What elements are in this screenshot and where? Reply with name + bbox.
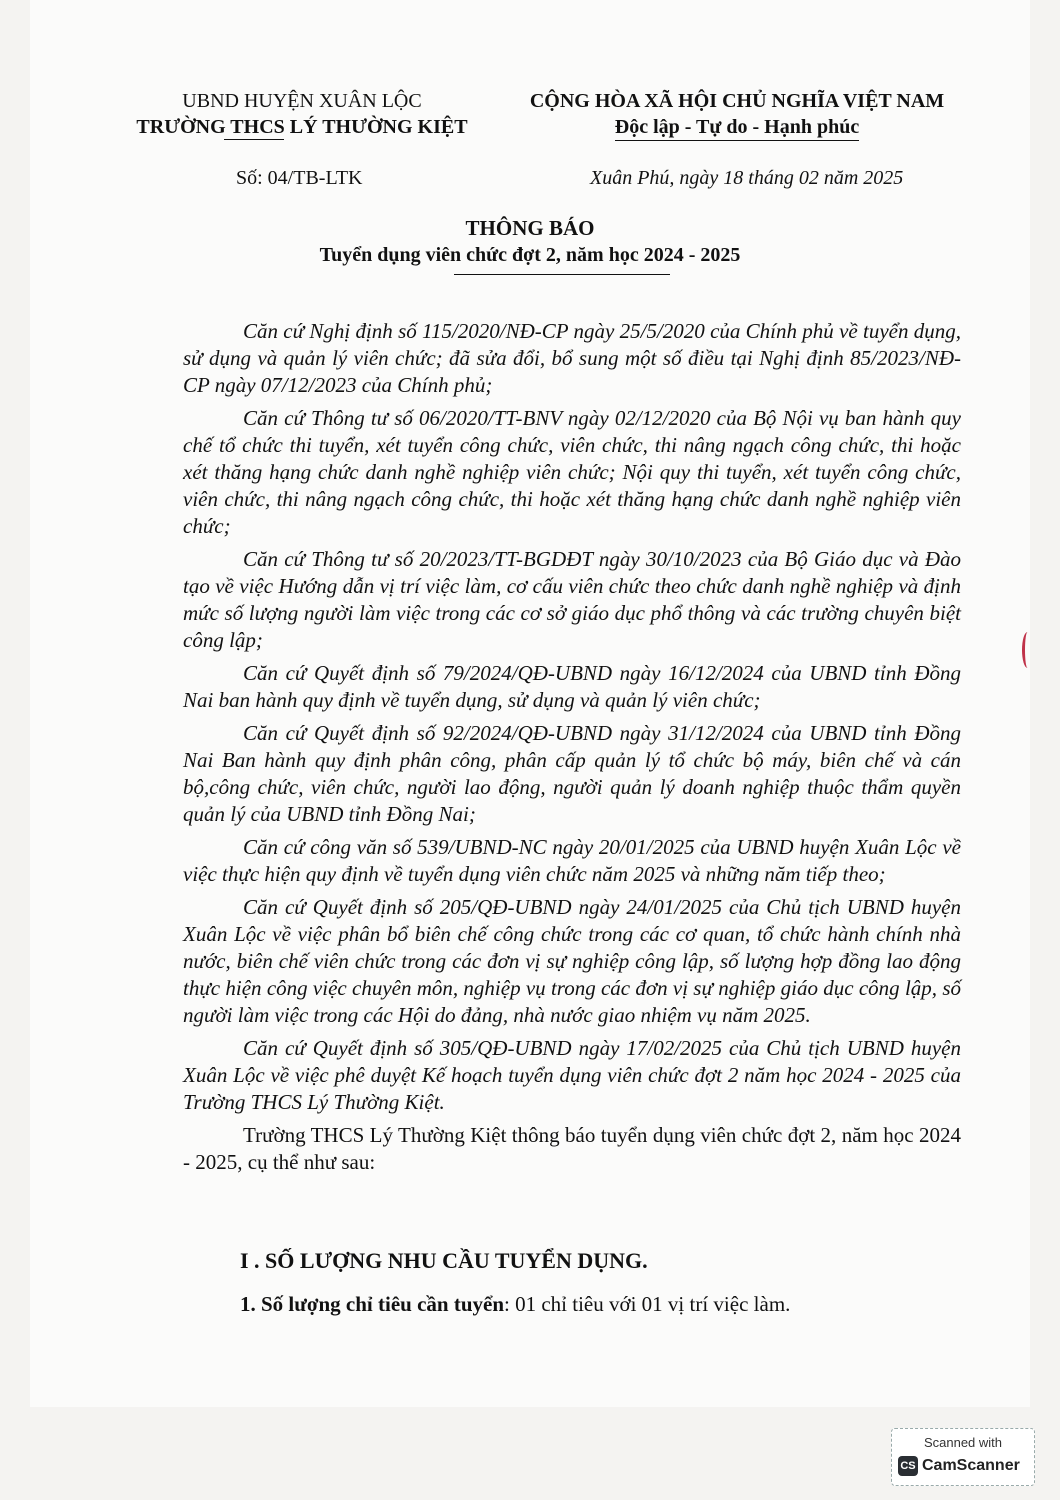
section-heading: I . SỐ LƯỢNG NHU CẦU TUYỂN DỤNG. [240,1248,648,1273]
item-number: 1. [240,1292,256,1316]
camscanner-watermark [891,1428,1035,1486]
nation-name: CỘNG HÒA XÃ HỘI CHỦ NGHĨA VIỆT NAM [529,90,945,112]
red-ink-mark [1022,632,1033,668]
legal-basis: Căn cứ Quyết định số 305/QĐ-UBND ngày 17/02/2025 của Chủ tịch UBND huyện Xuân Lộc về việc phê duyệt Kế hoạch tuyển dụng viên chức đợt 2 năm học 2024 - 2025 của Trường THCS Lý Thường Kiệt. [183,1036,961,1114]
authority-line1: UBND HUYỆN XUÂN LỘC [182,90,422,112]
motto: Độc lập - Tự do - Hạnh phúc [615,115,859,141]
legal-basis: Căn cứ Quyết định số 79/2024/QĐ-UBND ngày 16/12/2024 của UBND tỉnh Đồng Nai ban hành quy định về tuyển dụng, sử dụng và quản lý viên chức; [183,661,961,712]
camscanner-logo-icon: CS [898,1456,918,1476]
intro-paragraph: Trường THCS Lý Thường Kiệt thông báo tuyển dụng viên chức đợt 2, năm học 2024 - 2025, cụ thể như sau: [183,1123,961,1174]
legal-basis: Căn cứ Nghị định số 115/2020/NĐ-CP ngày 25/5/2020 của Chính phủ về tuyển dụng, sử dụng và quản lý viên chức; đã sửa đổi, bổ sung một số điều tại Nghị định 85/2023/NĐ-CP ngày 07/12/2023 của Chính phủ; [183,319,961,397]
legal-basis: Căn cứ công văn số 539/UBND-NC ngày 20/01/2025 của UBND huyện Xuân Lộc về việc thực hiện quy định về tuyển dụng viên chức năm 2025 và những năm tiếp theo; [183,835,961,886]
item-label: Số lượng chỉ tiêu cần tuyển [261,1292,505,1316]
legal-basis: Căn cứ Thông tư số 20/2023/TT-BGDĐT ngày 30/10/2023 của Bộ Giáo dục và Đào tạo về việc Hướng dẫn vị trí việc làm, cơ cấu viên chức theo chức danh nghề nghiệp và định mức số lượng người làm việc trong các cơ sở giáo dục phổ thông và các trường chuyên biệt công lập; [183,547,961,652]
legal-basis: Căn cứ Quyết định số 92/2024/QĐ-UBND ngày 31/12/2024 của UBND tỉnh Đồng Nai Ban hành quy định phân công, phân cấp quản lý tổ chức bộ máy, biên chế và cán bộ,công chức, viên chức, người lao động, người quản lý doanh nghiệp thuộc thẩm quyền quản lý của UBND tỉnh Đồng Nai; [183,721,961,826]
legal-basis: Căn cứ Quyết định số 205/QĐ-UBND ngày 24/01/2025 của Chủ tịch UBND huyện Xuân Lộc về việc phân bổ biên chế công chức trong các cơ quan, tổ chức hành chính nhà nước, biên chế viên chức trong các đơn vị sự nghiệp công lập, số lượng hợp đồng lao động thực hiện công việc chuyên môn, nghiệp vụ trong các đơn vị sự nghiệp giáo dục công lập, số người làm việc trong các Hội do đảng, nhà nước giao nhiệm vụ năm 2025. [183,895,961,1027]
section-item [240,1292,790,1317]
issuing-authority [120,88,484,140]
document-subtitle: Tuyển dụng viên chức đợt 2, năm học 2024 - 2025 [319,244,741,266]
document-title: THÔNG BÁO [465,216,595,240]
legal-basis: Căn cứ Thông tư số 06/2020/TT-BNV ngày 02/12/2020 của Bộ Nội vụ ban hành quy chế tổ chức thi tuyển, xét tuyển công chức, viên chức, thi nâng ngạch công chức, thi hoặc xét thăng hạng chức danh nghề nghiệp viên chức; Nội quy thi tuyển, xét tuyển công chức, viên chức, thi nâng ngạch công chức, thi hoặc xét thăng hạng chức danh nghề nghiệp viên chức; [183,406,961,538]
authority-underline [224,139,284,140]
school-name: TRƯỜNG THCS LÝ THƯỜNG KIỆT [136,116,468,138]
document-body [183,318,961,1182]
item-text: : 01 chỉ tiêu với 01 vị trí việc làm. [504,1292,791,1316]
place-date: Xuân Phú, ngày 18 tháng 02 năm 2025 [590,167,904,189]
watermark-caption: Scanned with [923,1435,1003,1450]
national-header [506,88,968,141]
title-underline [454,274,670,275]
document-number: Số: 04/TB-LTK [236,167,363,189]
watermark-brand: CamScanner [922,1457,1020,1474]
